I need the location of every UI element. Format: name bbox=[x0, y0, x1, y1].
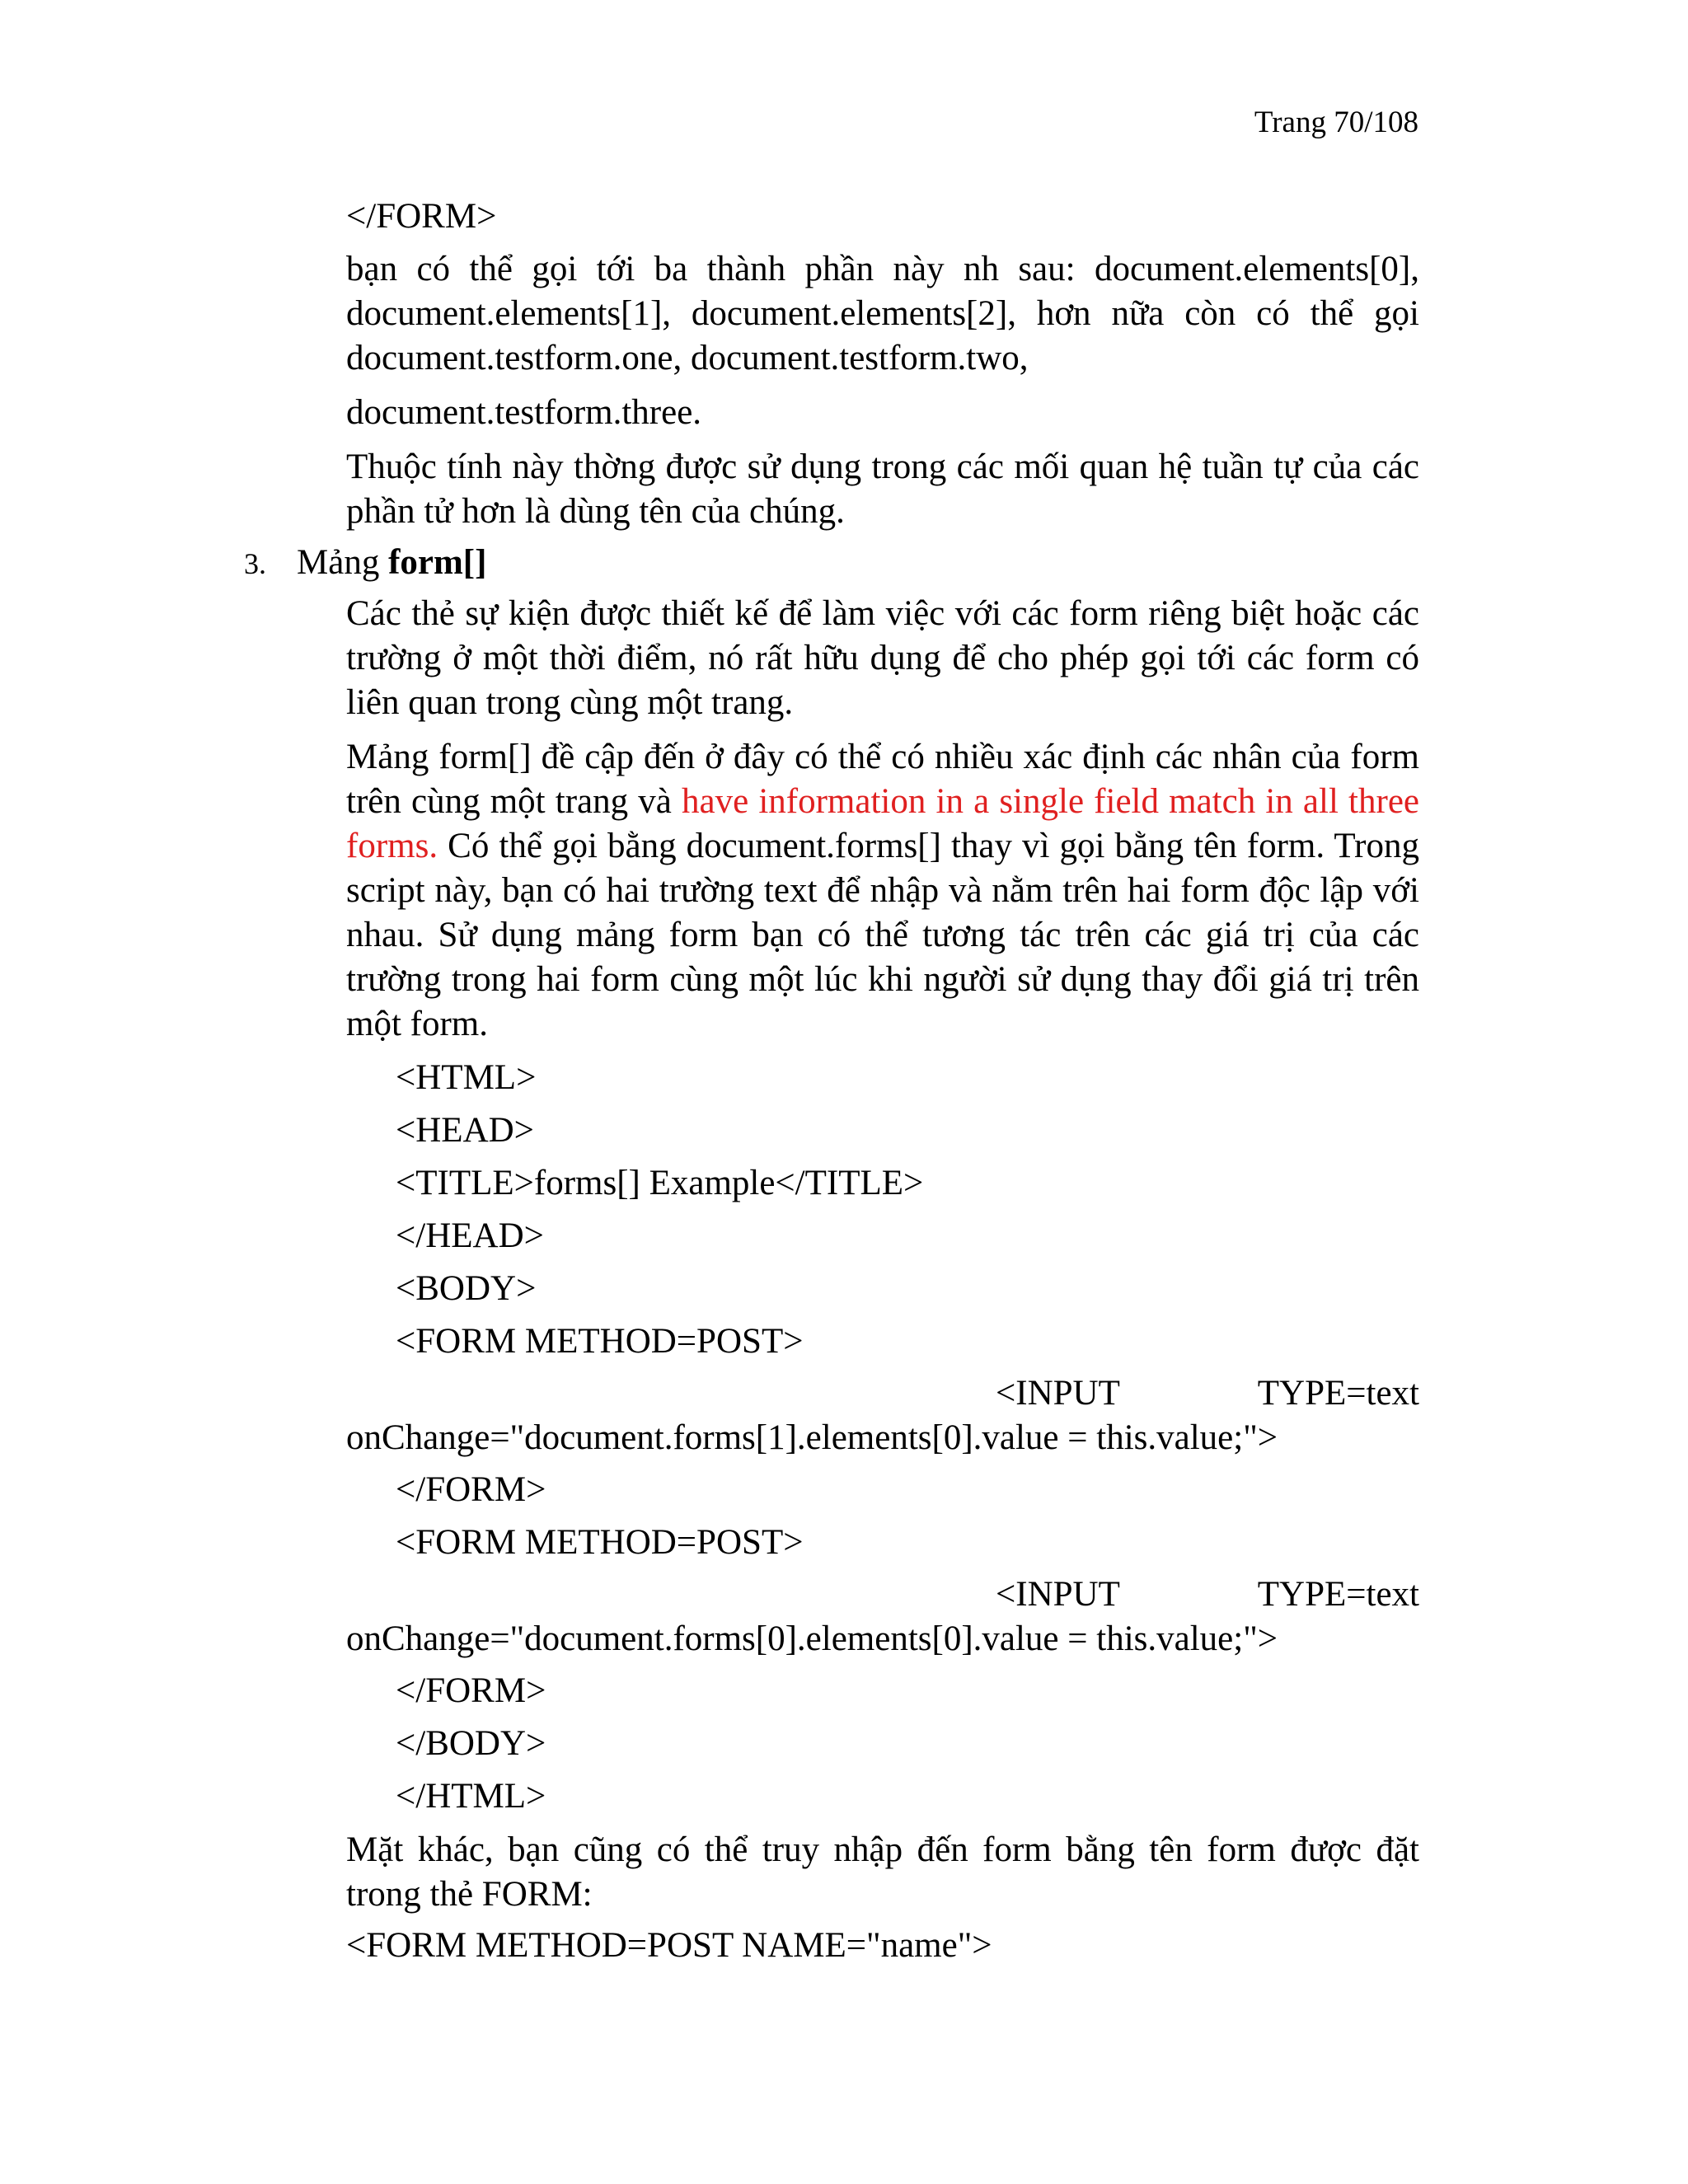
code-onchange: onChange="document.forms[1].elements[0].value = this.value;"> bbox=[346, 1418, 1278, 1457]
code-input-type: TYPE=text bbox=[1257, 1374, 1419, 1413]
code-form-named: <FORM METHOD=POST NAME="name"> bbox=[346, 1926, 992, 1965]
code-block bbox=[346, 1464, 1419, 1569]
forms-array-text-a: Mảng form[] đề cập đến ở đây có thể có nhiều xác định các nhân của form trên cùng một trang và bbox=[346, 738, 1419, 821]
code-input-line bbox=[346, 1371, 1419, 1416]
section-title-prefix: Mảng bbox=[297, 543, 389, 582]
code-line: <HEAD> bbox=[396, 1111, 534, 1150]
code-line: </BODY> bbox=[396, 1724, 546, 1763]
forms-array-text-b: Có thể gọi bằng document.forms[] thay vì gọi bằng tên form. Trong script này, bạn có hai trường text để nhập và nằm trên hai form độc lập với nhau. Sử dụng mảng form bạn có thể tương tác trên các giá trị của các trường trong hai form cùng một lúc khi người sử dụng thay đổi giá trị trên một form. bbox=[346, 827, 1419, 1043]
paragraph-forms-array bbox=[346, 735, 1419, 1047]
code-block bbox=[346, 1052, 1419, 1368]
code-line: </HEAD> bbox=[396, 1216, 544, 1255]
code-form-close: </FORM> bbox=[346, 197, 497, 236]
content-top bbox=[346, 194, 1419, 534]
code-line: </FORM> bbox=[396, 1671, 546, 1710]
code-line: </FORM> bbox=[396, 1470, 546, 1509]
forms-array-highlight: have information in a single field match in all three forms. bbox=[346, 782, 1419, 865]
content-body bbox=[346, 592, 1419, 1968]
code-line: </HTML> bbox=[396, 1777, 546, 1816]
code-line: <HTML> bbox=[396, 1058, 537, 1097]
code-input-type: TYPE=text bbox=[1257, 1575, 1419, 1614]
code-line: <FORM METHOD=POST> bbox=[396, 1523, 804, 1562]
paragraph-ordinal: Thuộc tính này thờng được sử dụng trong các mối quan hệ tuần tự của các phần tử hơn là dùng tên của chúng. bbox=[346, 448, 1419, 531]
section-heading bbox=[244, 541, 486, 586]
code-input-tag: <INPUT bbox=[996, 1575, 1120, 1614]
code-block bbox=[346, 1665, 1419, 1823]
code-onchange: onChange="document.forms[0].elements[0].value = this.value;"> bbox=[346, 1619, 1278, 1658]
code-line: <BODY> bbox=[396, 1269, 537, 1308]
section-number: 3. bbox=[244, 547, 266, 580]
page-number: Trang 70/108 bbox=[1254, 105, 1418, 139]
code-line: <TITLE>forms[] Example</TITLE> bbox=[396, 1164, 924, 1202]
paragraph-elements: bạn có thể gọi tới ba thành phần này nh sau: document.elements[0], document.elements[1], document.elements[2], hơn nữa còn có thể gọi document.testform.one, document.testform.two, bbox=[346, 250, 1419, 377]
paragraph-form-name: Mặt khác, bạn cũng có thể truy nhập đến form bằng tên form được đặt trong thẻ FORM: bbox=[346, 1830, 1419, 1914]
code-line: <FORM METHOD=POST> bbox=[396, 1322, 804, 1361]
code-input-tag: <INPUT bbox=[996, 1374, 1120, 1413]
paragraph-event-handlers: Các thẻ sự kiện được thiết kế để làm việc với các form riêng biệt hoặc các trường ở một thời điểm, nó rất hữu dụng để cho phép gọi tới các form có liên quan trong cùng một trang. bbox=[346, 594, 1419, 722]
paragraph-elements-end: document.testform.three. bbox=[346, 393, 702, 432]
code-input-line bbox=[346, 1572, 1419, 1617]
section-title-bold: form[] bbox=[388, 543, 487, 582]
